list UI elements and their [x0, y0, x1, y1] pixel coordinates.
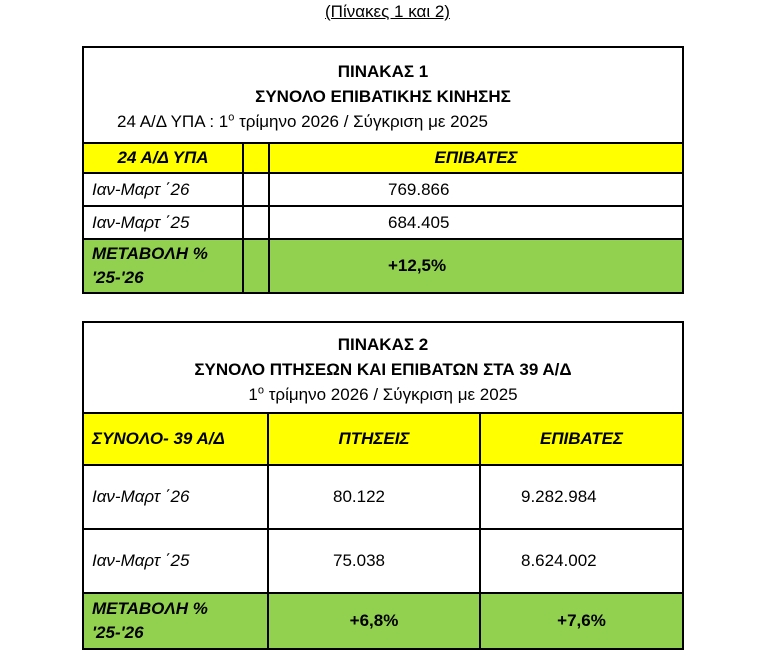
- table-2-title: ΠΙΝΑΚΑΣ 2: [337, 335, 429, 354]
- table-2-title-cell: [83, 322, 683, 413]
- table-2-header-flights: ΠΤΗΣΕΙΣ: [268, 413, 480, 465]
- table-row: [83, 206, 683, 239]
- table-1-change-label-line1: ΜΕΤΑΒΟΛΗ %: [92, 244, 208, 263]
- table-2-row-passengers: 8.624.002: [480, 529, 683, 593]
- table-1-spacer-cell: [243, 239, 269, 293]
- table-2-row-passengers: 9.282.984: [480, 465, 683, 529]
- table-2: [82, 321, 684, 650]
- table-2-period: [84, 382, 682, 407]
- table-1-change-row: [83, 239, 683, 293]
- table-row: [83, 173, 683, 206]
- table-1-header-passengers: ΕΠΙΒΑΤΕΣ: [269, 143, 683, 173]
- table-2-row-label: Ιαν-Μαρτ ΄25: [83, 529, 268, 593]
- table-1-change-label: [83, 239, 243, 293]
- table-row: [83, 529, 683, 593]
- table-2-row-flights: 80.122: [268, 465, 480, 529]
- table-1-row-value: 769.866: [269, 173, 683, 206]
- table-1-period-sup: ο: [228, 111, 235, 124]
- table-1-title-row: [83, 47, 683, 143]
- table-2-change-row: [83, 593, 683, 649]
- tables-caption: [0, 2, 775, 22]
- table-2-change-passengers: +7,6%: [480, 593, 683, 649]
- tables-caption-text: (Πίνακες 1 και 2): [325, 2, 450, 21]
- table-row: [83, 465, 683, 529]
- table-1-period-prefix: 24 Α/Δ ΥΠΑ : 1: [117, 112, 229, 131]
- table-1: [82, 46, 684, 294]
- table-2-header-row: [83, 413, 683, 465]
- table-1-header-spacer: [243, 143, 269, 173]
- table-1-period: [84, 109, 682, 134]
- table-1-header-airports: 24 Α/Δ ΥΠΑ: [83, 143, 243, 173]
- table-1-title: ΠΙΝΑΚΑΣ 1: [337, 62, 429, 81]
- table-1-row-label: Ιαν-Μαρτ ΄25: [83, 206, 243, 239]
- table-1-header-row: [83, 143, 683, 173]
- table-1-row-value: 684.405: [269, 206, 683, 239]
- table-1-spacer-cell: [243, 173, 269, 206]
- table-1-change-label-line2: '25-'26: [92, 268, 144, 287]
- table-2-change-flights: +6,8%: [268, 593, 480, 649]
- table-1-row-label: Ιαν-Μαρτ ΄26: [83, 173, 243, 206]
- table-2-title-row: [83, 322, 683, 413]
- table-1-subtitle: ΣΥΝΟΛΟ ΕΠΙΒΑΤΙΚΗΣ ΚΙΝΗΣΗΣ: [255, 87, 511, 106]
- table-2-header-passengers: ΕΠΙΒΑΤΕΣ: [480, 413, 683, 465]
- table-2-row-label: Ιαν-Μαρτ ΄26: [83, 465, 268, 529]
- table-2-row-flights: 75.038: [268, 529, 480, 593]
- table-2-period-prefix: 1: [248, 385, 258, 404]
- table-2-subtitle: ΣΥΝΟΛΟ ΠΤΗΣΕΩΝ ΚΑΙ ΕΠΙΒΑΤΩΝ ΣΤΑ 39 Α/Δ: [194, 360, 572, 379]
- table-2-header-airports: ΣΥΝΟΛΟ- 39 Α/Δ: [83, 413, 268, 465]
- table-1-period-suffix: τρίμηνο 2026 / Σύγκριση με 2025: [234, 112, 488, 131]
- table-2-period-sup: ο: [257, 384, 264, 397]
- table-2-period-suffix: τρίμηνο 2026 / Σύγκριση με 2025: [263, 385, 518, 404]
- table-1-title-cell: [83, 47, 683, 143]
- table-2-change-label-line2: '25-'26: [92, 623, 144, 642]
- table-2-change-label: [83, 593, 268, 649]
- table-1-change-value: +12,5%: [269, 239, 683, 293]
- table-1-spacer-cell: [243, 206, 269, 239]
- table-2-change-label-line1: ΜΕΤΑΒΟΛΗ %: [92, 599, 208, 618]
